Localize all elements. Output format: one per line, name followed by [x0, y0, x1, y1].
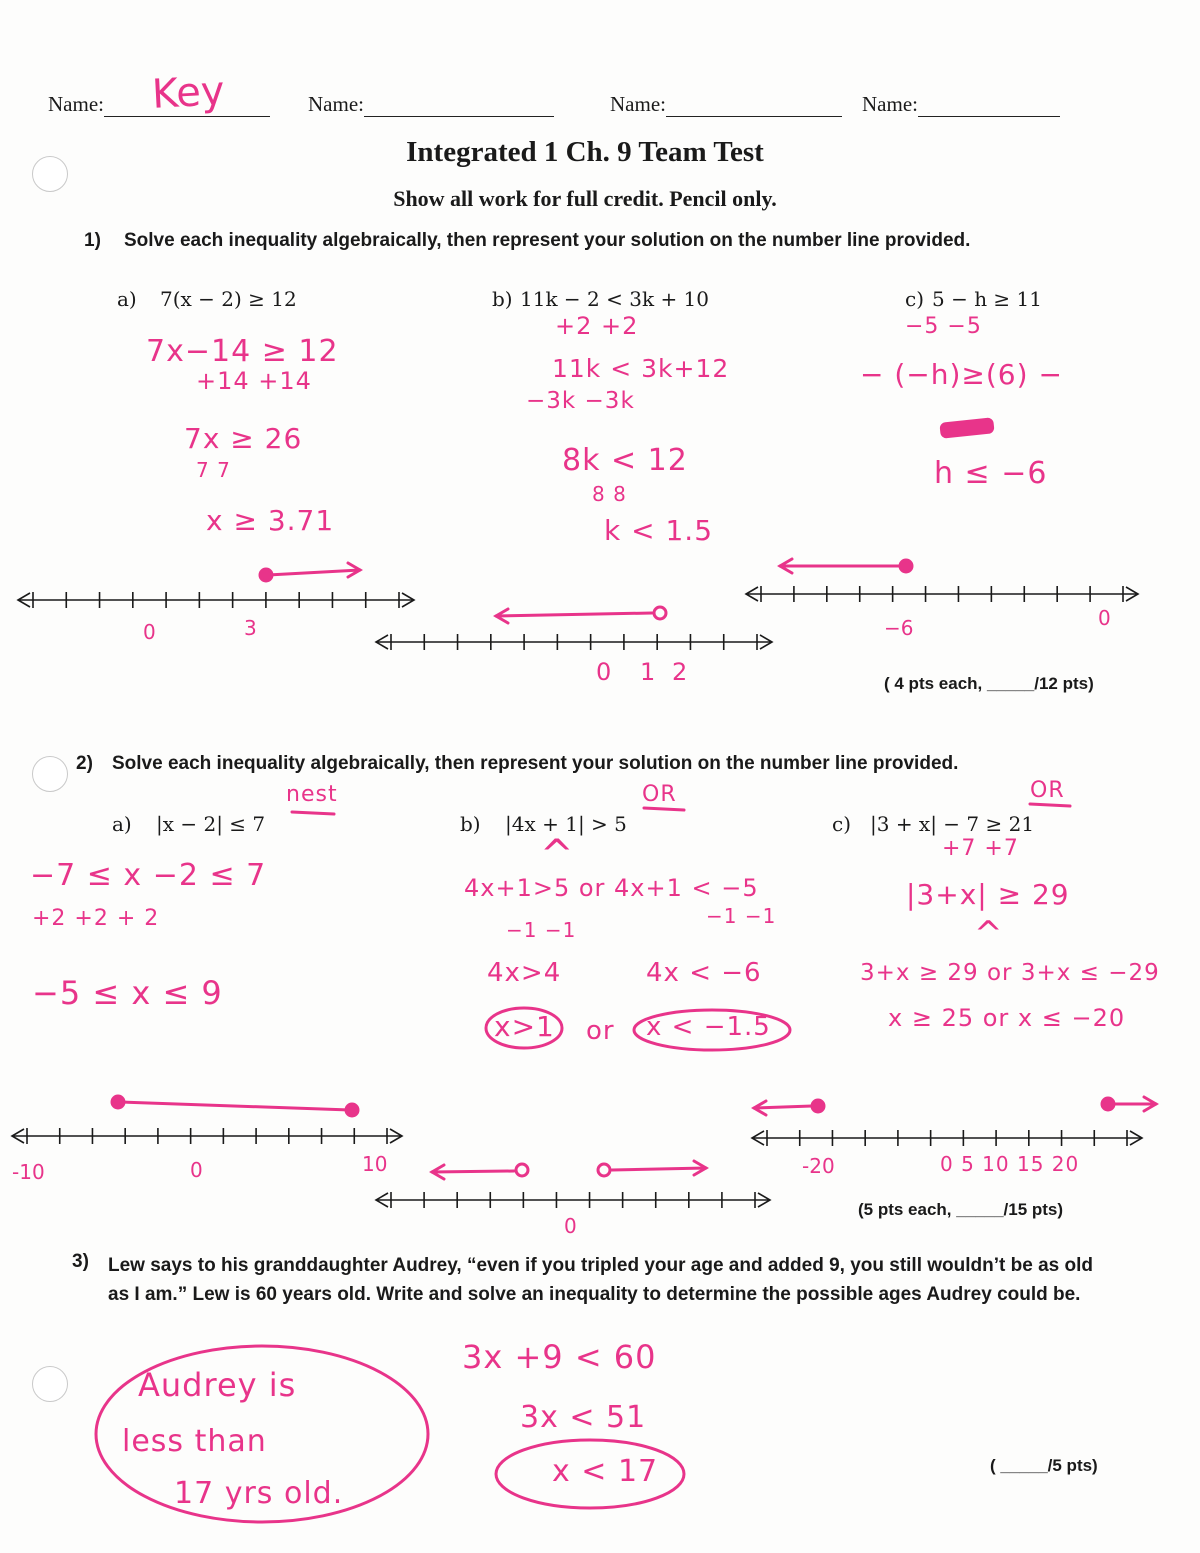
q1b-work-line4: 8k < 12 [562, 443, 688, 478]
q1b-work-line3: −3k −3k [526, 388, 635, 414]
q2c-note-underline [1030, 804, 1070, 806]
q2c-label: c) [832, 812, 852, 836]
q2b-answer1-circle [486, 1008, 562, 1048]
q2b-or: or [586, 1016, 615, 1046]
q2a-solution-segment [120, 1102, 350, 1110]
q1a-work-line3: 7x ≥ 26 [184, 422, 303, 455]
q1a-nl-label-3: 3 [244, 616, 257, 640]
q2c-right-dot [1102, 1098, 1114, 1110]
q3-work-line3: x < 17 [552, 1454, 659, 1489]
q3-prompt: Lew says to his granddaughter Audrey, “even if you tripled your age and added 9, you still wouldn’t be as old as I am.” Lew is 60 years old. Write and solve an inequality to determine the possible ages Audrey could be. [108, 1255, 1093, 1305]
q1b-nl-label-2: 2 [672, 658, 688, 686]
q1a-label: a) [117, 287, 137, 311]
q1b-work-line2: 11k < 3k+12 [552, 354, 730, 383]
q1a-work-line2: +14 +14 [196, 367, 312, 395]
q1c-work-line2: − (−h)≥(6) − [860, 358, 1063, 391]
q2a-nl-label-10: 10 [362, 1152, 388, 1176]
q2c-left-dot [812, 1100, 824, 1112]
q3-answer-line3: 17 yrs old. [174, 1476, 344, 1511]
q1c-nl-label-0: 0 [1098, 606, 1111, 630]
q1c-nl-label-neg6: −6 [884, 616, 914, 640]
q2c-work-line1: +7 +7 [942, 836, 1019, 861]
name-field-2: Name: [308, 92, 554, 117]
q2b-left-open-dot [516, 1164, 528, 1176]
q2a-right-dot [346, 1104, 358, 1116]
q1b-label: b) [492, 287, 513, 311]
q2b-work-line3a: 4x>4 [487, 958, 562, 988]
q1a-work-line1: 7x−14 ≥ 12 [146, 334, 339, 369]
q1b-open-dot [654, 607, 666, 619]
q1b-work-line5: 8 8 [592, 482, 627, 506]
q3-answer-circle [496, 1440, 684, 1508]
q3-answer-line1: Audrey is [138, 1366, 297, 1404]
q3-points: ( _____/5 pts) [990, 1456, 1098, 1475]
q2c-work-line3: 3+x ≥ 29 or 3+x ≤ −29 [860, 960, 1160, 986]
q2a-work-line1: −7 ≤ x −2 ≤ 7 [30, 858, 267, 893]
q2b-work-line2a: −1 −1 [506, 918, 577, 942]
q2a-nl-label-neg10: -10 [12, 1160, 45, 1184]
q2b-answer2-circle [634, 1010, 790, 1050]
q1a-nl-label-0: 0 [143, 620, 156, 644]
q1b-solution-ray [496, 613, 652, 616]
q1c-problem: 5 − h ≥ 11 [932, 287, 1042, 311]
q2b-problem: |4x + 1| > 5 [505, 812, 627, 836]
q1b-problem: 11k − 2 < 3k + 10 [520, 287, 710, 311]
q2b-label: b) [460, 812, 481, 836]
q2b-work-line3b: 4x < −6 [646, 958, 762, 988]
q3-work-line2: 3x < 51 [520, 1400, 647, 1435]
q2a-note: nest [286, 782, 338, 807]
q2b-answer1: x>1 [494, 1010, 555, 1043]
q2b-note-underline [644, 808, 684, 810]
q1-prompt: Solve each inequality algebraically, then represent your solution on the number line provided. [124, 230, 971, 251]
q1-points: ( 4 pts each, _____/12 pts) [884, 674, 1094, 693]
q1b-work-line6: k < 1.5 [604, 514, 714, 547]
q2c-work-line2: |3+x| ≥ 29 [906, 878, 1070, 911]
q3-audrey-circle [96, 1346, 428, 1522]
q2b-caret: ^ [540, 832, 575, 878]
q2b-note: OR [642, 782, 677, 807]
q2-number: 2) [76, 753, 93, 774]
q2a-work-line2: +2 +2 + 2 [32, 906, 160, 931]
test-subtitle: Show all work for full credit. Pencil only. [393, 186, 777, 211]
name-field-4: Name: [862, 92, 1060, 117]
q2c-problem: |3 + x| − 7 ≥ 21 [870, 812, 1035, 836]
q2c-work-line4: x ≥ 25 or x ≤ −20 [888, 1004, 1126, 1032]
q2-points: (5 pts each, _____/15 pts) [858, 1200, 1064, 1219]
q1a-work-line5: x ≥ 3.71 [206, 504, 335, 537]
q2b-nl-label-0: 0 [564, 1214, 577, 1238]
q2b-right-open-dot [598, 1164, 610, 1176]
q2c-nl-label-pos: 0 5 10 15 20 [940, 1152, 1080, 1176]
q2b-left-ray [432, 1171, 514, 1172]
q1a-closed-dot [260, 569, 272, 581]
q1c-closed-dot [900, 560, 912, 572]
q1a-problem: 7(x − 2) ≥ 12 [160, 287, 297, 311]
q2c-left-ray [754, 1106, 812, 1108]
q1b-nl-label-0: 0 [596, 658, 612, 686]
q2a-problem: |x − 2| ≤ 7 [156, 812, 266, 836]
q2a-left-dot [112, 1096, 124, 1108]
q2c-caret: ^ [974, 914, 1004, 954]
q2a-note-underline [292, 812, 334, 814]
q2a-label: a) [112, 812, 132, 836]
q2b-right-ray [612, 1168, 706, 1170]
q2b-work-line1: 4x+1>5 or 4x+1 < −5 [464, 874, 759, 902]
name-field-3: Name: [610, 92, 842, 117]
name-field-1: Name: [48, 92, 270, 117]
q2a-nl-label-0: 0 [190, 1158, 203, 1182]
q1b-nl-label-1: 1 [640, 658, 656, 686]
q3-work-line1: 3x +9 < 60 [462, 1338, 657, 1376]
q1c-work-line1: −5 −5 [905, 314, 982, 339]
q1a-work-line4: 7 7 [196, 458, 231, 482]
q2a-work-line3: −5 ≤ x ≤ 9 [32, 974, 223, 1012]
q2-prompt: Solve each inequality algebraically, then represent your solution on the number line provided. [112, 753, 959, 774]
test-title: Integrated 1 Ch. 9 Team Test [406, 136, 764, 168]
q1-number: 1) [84, 230, 101, 251]
q2c-nl-label-neg20: -20 [802, 1154, 835, 1178]
q3-number: 3) [72, 1251, 89, 1272]
q1a-solution-ray [268, 570, 360, 575]
q2b-answer2: x < −1.5 [646, 1012, 771, 1042]
name-value-key: Key [150, 68, 226, 118]
q2c-note: OR [1030, 778, 1065, 803]
q1c-work-line3: h ≤ −6 [934, 456, 1048, 491]
q3-answer-line2: less than [122, 1424, 267, 1459]
q1c-label: c) [905, 287, 925, 311]
q2b-work-line2b: −1 −1 [706, 904, 777, 928]
q1b-work-line1: +2 +2 [555, 312, 639, 340]
